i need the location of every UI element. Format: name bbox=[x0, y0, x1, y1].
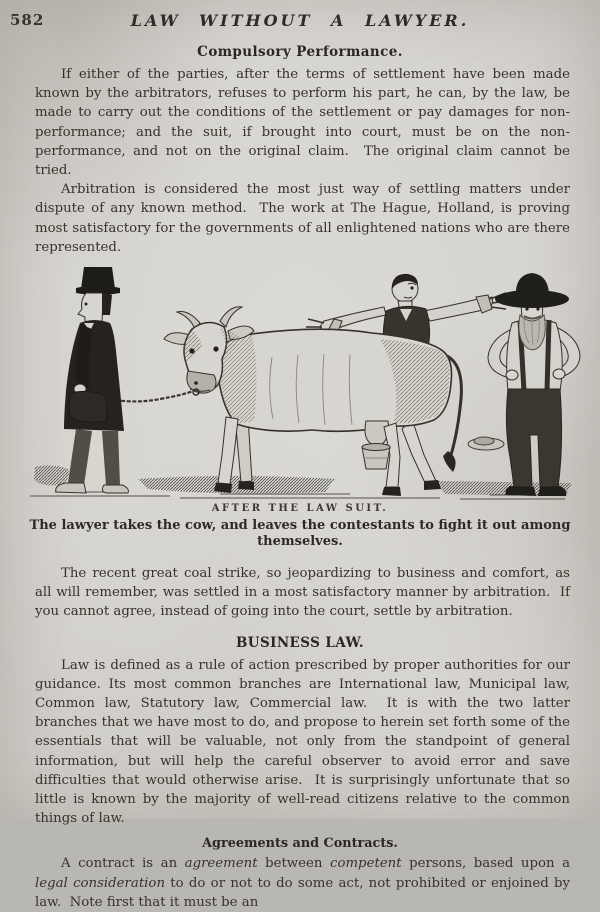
illustration-after-the-law-suit bbox=[0, 259, 600, 550]
milk-pail bbox=[362, 444, 390, 470]
running-title: LAW WITHOUT A LAWYER. bbox=[130, 11, 470, 30]
hat-on-ground bbox=[468, 437, 504, 450]
paragraph-coal-strike: The recent great coal strike, so jeopardizing to business and comfort, as all will remember, was settled in a most satisfactory manner by arbitration. If you cannot agree, instead of going into the court, settle by arbitration. bbox=[35, 566, 575, 620]
paragraph-contract-definition: A contract is an agreement between competent persons, based upon a legal consideration to do or not to do some act, not prohibited or enjoined by law. Note first that it must be an bbox=[35, 856, 575, 910]
subsection-heading-agreements-contracts: Agreements and Contracts. bbox=[202, 836, 398, 852]
paragraph-business-law: Law is defined as a rule of action prescribed by proper authorities for our guidance. Its most common branches are International law, Municipal law, Common law, Statutory law, Commercial law. It is with the two latter branches that we have most to do, and propose to herein set forth some of the essentials that will be valuable, not only from the standpoint of general information, but will help the careful observer to avoid error and save difficulties that would otherwise arise. It is surprisingly unfortunate that so little is known by the majority of well-read citizens relative to the common things of law. bbox=[35, 657, 575, 827]
section-heading-business-law: BUSINESS LAW. bbox=[235, 634, 365, 651]
farmer-figure bbox=[488, 273, 580, 496]
paragraph-compulsory-2: Arbitration is considered the most just way of settling matters under dispute of any known method. The work at The Hague, Holland, is proving most satisfactory for the governments of all enlightened nations who are there represented. bbox=[35, 182, 575, 255]
paragraph-compulsory-1: If either of the parties, after the terms of settlement have been made known by the arbitrators, refuses to perform his part, he can, by the law, be made to carry out the conditions of the settlement or pay damages for non-performance; and the suit, if brought into court, must be on the non-performance, and not on the original claim. The original claim cannot be tried. bbox=[35, 67, 575, 179]
section-heading-compulsory-performance: Compulsory Performance. bbox=[197, 44, 403, 60]
engraving-lawyer-cow-contestants bbox=[20, 259, 580, 499]
page-number: 582 bbox=[10, 11, 45, 29]
illustration-caption: The lawyer takes the cow, and leaves the contestants to fight it out among themselves. bbox=[29, 518, 571, 550]
lawyer-figure bbox=[56, 267, 129, 493]
illustration-caption-title: AFTER THE LAW SUIT. bbox=[211, 503, 389, 515]
